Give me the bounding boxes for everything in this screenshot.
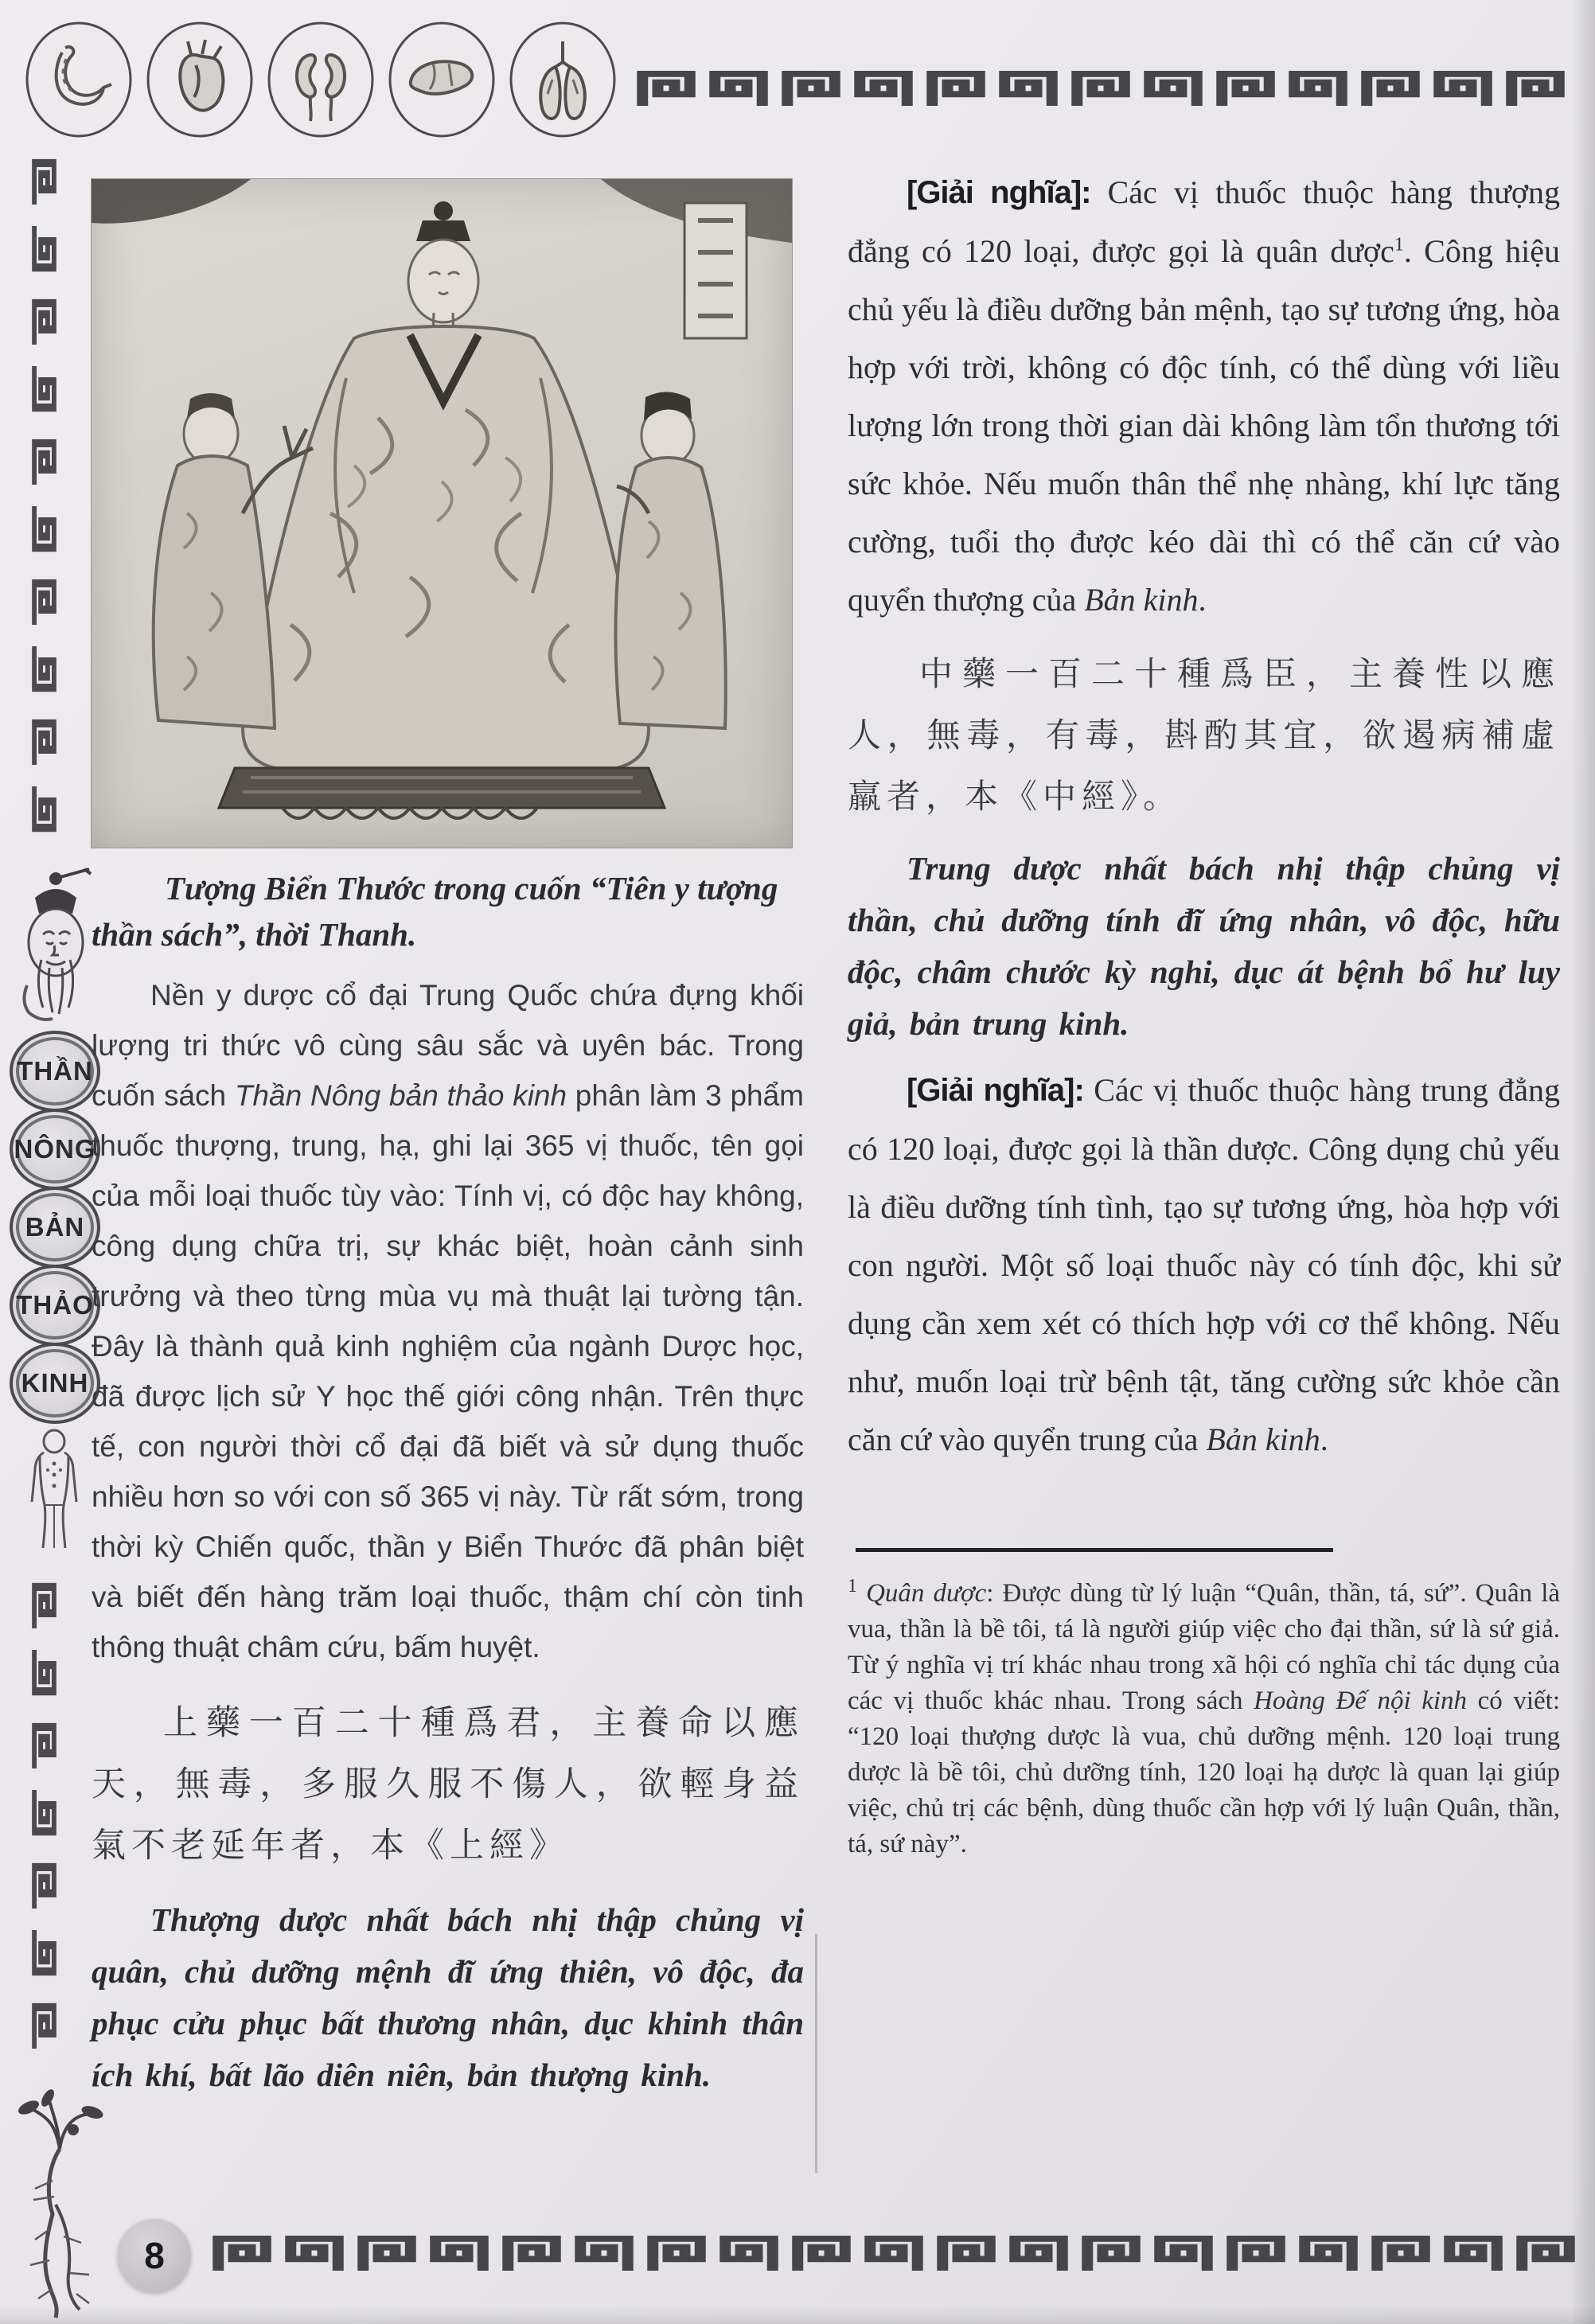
chinese-quote-middle-drugs xyxy=(848,645,1560,829)
liver-icon xyxy=(385,18,498,138)
footnote-reference: 1 xyxy=(1394,234,1404,255)
ginseng-root-icon xyxy=(0,2085,119,2324)
sidebar-meander-bottom xyxy=(30,1580,58,2049)
paragraph-text: . xyxy=(1198,582,1207,618)
column-divider-line xyxy=(815,1934,817,2173)
book-title-italic: Hoàng Đế nội kinh xyxy=(1254,1686,1468,1715)
statue-illustration xyxy=(92,179,792,848)
transliteration-text: Thượng dược nhất bách nhị thập chủng vị quân, chủ dưỡng mệnh đĩ ứng thiên, vô độc, đa phục cửu phục bất thương nhân, dục khinh thân ích khí, bất lão diên niên, bản thượng kinh. xyxy=(92,1901,804,2093)
human-body-icon xyxy=(14,1429,94,1564)
giai-nghia-label: [Giải nghĩa]: xyxy=(907,1073,1084,1108)
sidebar-badge-ban xyxy=(10,1187,100,1268)
paragraph-text: Các vị thuốc thuộc hàng thượng đẳng có 120 loại, được gọi là quân dược xyxy=(848,174,1561,269)
right-column xyxy=(848,163,1560,1862)
image-caption xyxy=(92,865,804,957)
page-number: 8 xyxy=(144,2235,165,2276)
sino-viet-transliteration-middle xyxy=(848,843,1560,1050)
header-organ-icons xyxy=(22,18,619,138)
header-meander-border xyxy=(633,68,1569,106)
paragraph-text: . xyxy=(1320,1421,1328,1457)
badge-label: NÔNG xyxy=(14,1134,96,1164)
sidebar-badge-than xyxy=(10,1031,100,1112)
heart-icon xyxy=(143,18,256,138)
shennong-face-icon xyxy=(11,866,100,1025)
stomach-icon xyxy=(22,18,135,138)
explanation-paragraph-upper xyxy=(848,163,1560,629)
footnote-separator xyxy=(856,1548,1333,1552)
sidebar-meander-top xyxy=(30,156,58,835)
page-number-badge xyxy=(118,2219,191,2292)
giai-nghia-label: [Giải nghĩa]: xyxy=(907,175,1091,210)
badge-label: THẢO xyxy=(16,1290,94,1320)
footnote-marker: 1 xyxy=(848,1576,857,1597)
kidneys-icon xyxy=(264,18,377,138)
page-bottom-shadow xyxy=(0,2306,1595,2324)
chinese-quote-upper-drugs xyxy=(92,1693,804,1877)
body-paragraph-history xyxy=(92,970,804,1672)
footnote-body: có viết: “120 loại thượng dược là vua, chủ dưỡng mệnh. 120 loại trung dược là bề tôi, chủ dưỡng tính, 120 loại hạ dược là quan lại giúp việc, chủ trị các bệnh, dùng thuốc cần hợp với lý luận Quân, thần, tá, sứ này”. xyxy=(848,1686,1560,1858)
footnote-text xyxy=(848,1576,1560,1862)
footnote-block xyxy=(848,1548,1560,1862)
sidebar-badge-nong xyxy=(10,1109,100,1190)
footnote-term-italic: Quân dược xyxy=(866,1579,987,1608)
page-edge-shadow xyxy=(1571,0,1595,2324)
footer-meander-border xyxy=(209,2233,1579,2271)
chinese-text: 上藥一百二十種爲君，主養命以應天，無毒，多服久服不傷人，欲輕身益氣不老延年者，本《上經》 xyxy=(92,1705,804,1865)
book-title-italic: Bản kinh xyxy=(1084,582,1199,618)
sidebar-badge-kinh xyxy=(10,1343,100,1424)
paragraph-text: Các vị thuốc thuộc hàng trung đẳng có 120 loại, được gọi là thần dược. Công dụng chủ yếu là điều dưỡng tính tình, tạo sự tương ứng, hòa hợp với con người. Một số loại thuốc này có tính độc, khi sử dụng cần xem xét có thích hợp với cơ thể không. Nếu như, muốn loại trừ bệnh tật, tăng cường sức khỏe cần căn cứ vào quyển trung của xyxy=(848,1072,1560,1457)
chinese-text: 中藥一百二十種爲臣，主養性以應人，無毒，有毒，斟酌其宜，欲遏病補虛羸者，本《中經》。 xyxy=(848,657,1560,816)
badge-label: KINH xyxy=(21,1368,89,1398)
sidebar-badge-thao xyxy=(10,1265,100,1346)
left-column xyxy=(92,179,804,2101)
sino-viet-transliteration-upper xyxy=(92,1894,804,2101)
badge-label: THẦN xyxy=(17,1056,93,1086)
book-title-italic: Thần Nông bản thảo kinh xyxy=(234,1079,567,1112)
caption-text: Tượng Biển Thước trong cuốn “Tiên y tượng thần sách”, thời Thanh. xyxy=(92,870,778,953)
bian-que-statue-image xyxy=(92,179,792,848)
paragraph-text: Nền y dược cổ đại Trung Quốc chứa đựng khối lượng tri thức vô cùng sâu sắc và uyên bác. Trong cuốn sách xyxy=(92,979,804,1112)
lungs-icon xyxy=(506,18,619,138)
book-title-italic: Bản kinh xyxy=(1206,1421,1320,1457)
badge-label: BẢN xyxy=(25,1212,85,1242)
footnote-body: : Được dùng từ lý luận “Quân, thần, tá, sứ”. Quân là vua, thần là bề tôi, tá là người giúp việc cho đại thần, sứ là sứ giả. Từ ý nghĩa vị trí khác nhau trong xã hội có nghĩa chỉ tác dụng của các vị thuốc khác nhau. Trong sách xyxy=(848,1579,1561,1715)
paragraph-text: . Công hiệu chủ yếu là điều dưỡng bản mệnh, tạo sự tương ứng, hòa hợp với trời, không có độc tính, có thể dùng với liều lượng lớn trong thời gian dài không làm tổn thương tới sức khỏe. Nếu muốn thân thể nhẹ nhàng, khí lực tăng cường, tuổi thọ được kéo dài thì có thể căn cứ vào quyển thượng của xyxy=(848,233,1560,618)
paragraph-text: phân làm 3 phẩm thuốc thượng, trung, hạ, ghi lại 365 vị thuốc, tên gọi của mỗi loại thuốc tùy vào: Tính vị, có độc hay không, công dụng chữa trị, sự khác biệt, hoàn cảnh sinh trưởng và theo từng mùa vụ mà thuật lại tường tận. Đây là thành quả kinh nghiệm của ngành Dược học, đã được lịch sử Y học thế giới công nhận. Trên thực tế, con người thời cổ đại đã biết và sử dụng thuốc nhiều hơn so với con số 365 vị này. Từ rất sớm, trong thời kỳ Chiến quốc, thần y Biển Thước đã phân biệt và biết đến hàng trăm loại thuốc, thậm chí còn tinh thông thuật châm cứu, bấm huyệt. xyxy=(92,1079,805,1663)
explanation-paragraph-middle xyxy=(848,1061,1560,1468)
transliteration-text: Trung dược nhất bách nhị thập chủng vị thần, chủ dưỡng tính đĩ ứng nhân, vô độc, hữu độc, châm chước kỳ nghi, dục át bệnh bổ hư luy giả, bản trung kinh. xyxy=(848,850,1560,1042)
